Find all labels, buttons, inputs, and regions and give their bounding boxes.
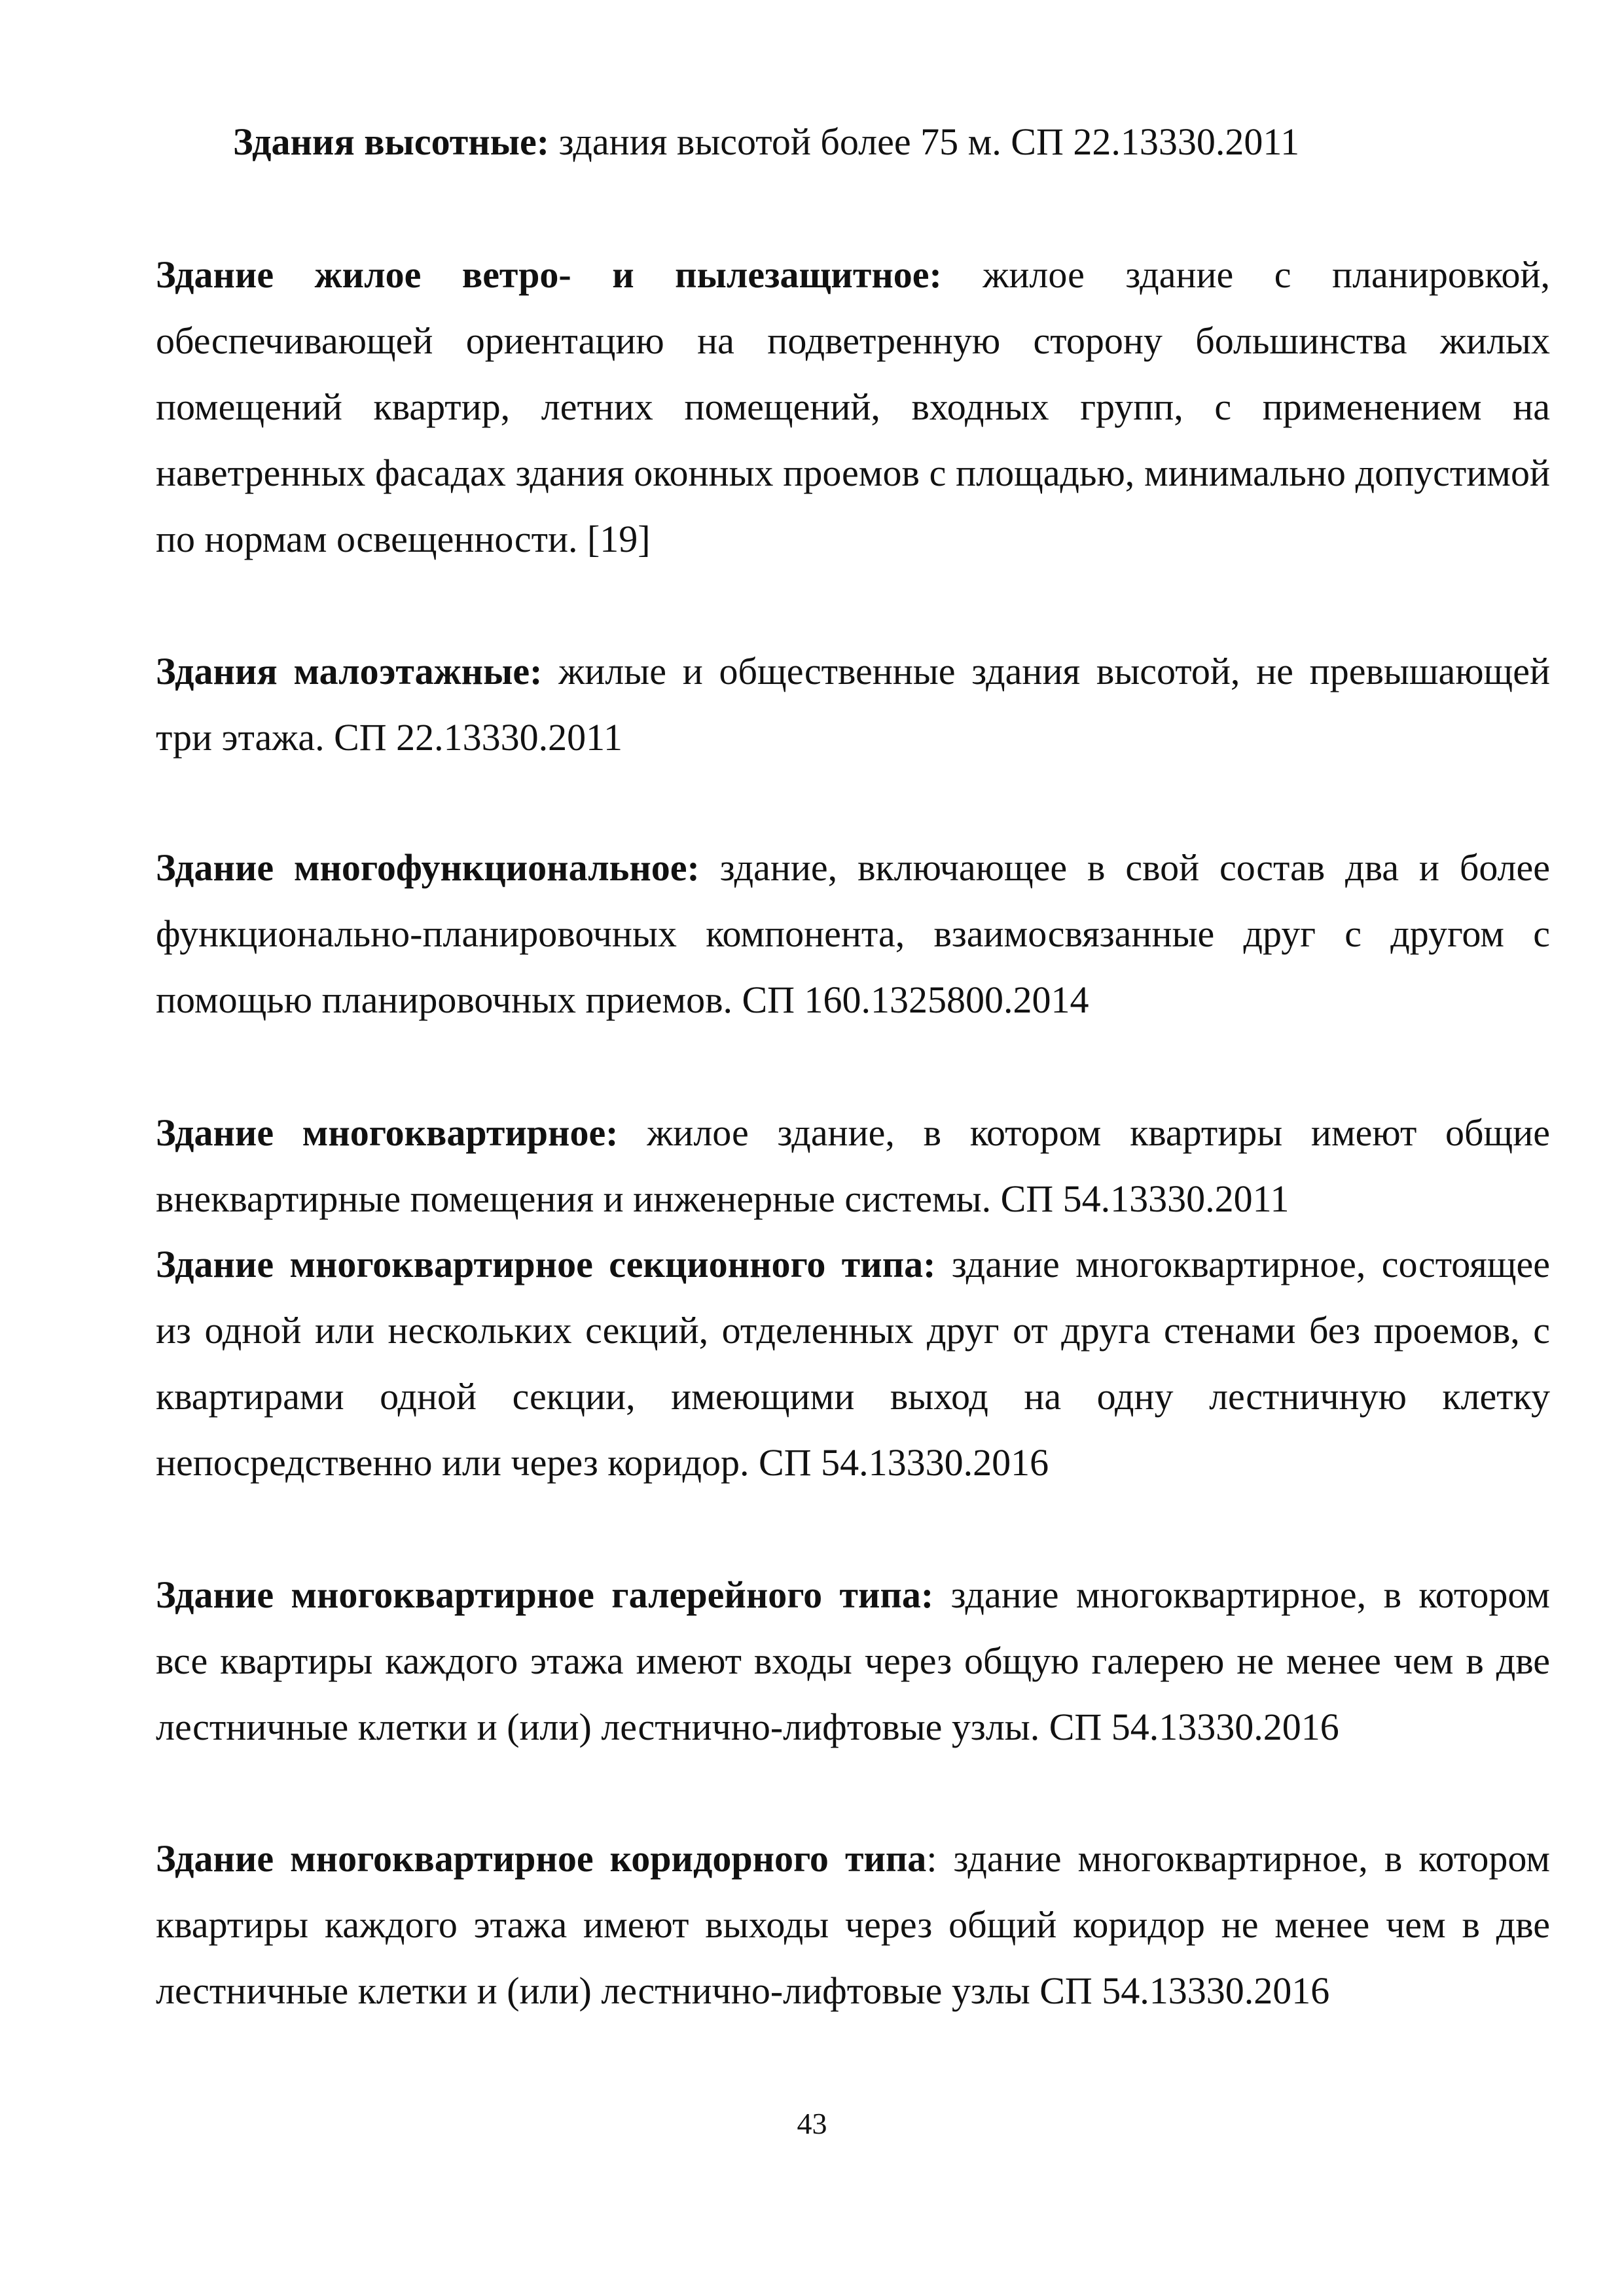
definition-term: Здание жилое ветро- и пылезащитное: <box>156 253 942 296</box>
definition-paragraph-multifunctional <box>156 834 1550 1033</box>
definition-text: жилое здание, в котором квартиры имеют общие внеквартирные помещения и инженерные системы. СП 54.13330.2011 <box>156 1111 1550 1220</box>
definition-term: Здание многоквартирное секционного типа: <box>156 1243 936 1285</box>
definition-text: : здание многоквартирное, в котором квартиры каждого этажа имеют выходы через общий коридор не менее чем в две лестничные клетки и (или) лестнично-лифтовые узлы СП 54.13330.2016 <box>156 1837 1551 2012</box>
definition-term: Здание многоквартирное коридорного типа <box>156 1837 927 1880</box>
definition-text: жилые и общественные здания высотой, не превышающей три этажа. СП 22.13330.2011 <box>156 650 1550 759</box>
definition-text: здание многоквартирное, состоящее из одной или нескольких секций, отделенных друг от друга стенами без проемов, с квартирами одной секции, имеющими выход на одну лестничную клетку непосредственно или через коридор. СП 54.13330.2016 <box>156 1243 1550 1484</box>
definition-paragraph-high-rise <box>156 109 1550 175</box>
definition-term: Здания малоэтажные: <box>156 650 543 692</box>
definition-paragraph-sectional-type <box>156 1231 1550 1496</box>
definition-paragraph-low-rise <box>156 638 1550 770</box>
definition-paragraph-wind-dust-protective <box>156 242 1550 572</box>
definition-text: здания высотой более 75 м. СП 22.13330.2011 <box>549 120 1300 163</box>
definition-text: здание многоквартирное, в котором все квартиры каждого этажа имеют входы через общую галерею не менее чем в две лестничные клетки и (или) лестнично-лифтовые узлы. СП 54.13330.2016 <box>156 1573 1551 1748</box>
definition-paragraph-gallery-type <box>156 1562 1550 1760</box>
definition-term: Здание многоквартирное: <box>156 1111 619 1154</box>
definition-term: Здание многофункциональное: <box>156 846 700 889</box>
definition-term: Здания высотные: <box>233 120 550 163</box>
definition-paragraph-apartment-building <box>156 1100 1550 1232</box>
page-number: 43 <box>797 2107 827 2140</box>
definition-text: жилое здание с планировкой, обеспечивающей ориентацию на подветренную сторону большинства жилых помещений квартир, летних помещений, входных групп, с применением на наветренных фасадах здания оконных проемов с площадью, минимально допустимой по нормам освещенности. [19] <box>156 253 1550 560</box>
definition-term: Здание многоквартирное галерейного типа: <box>156 1573 934 1616</box>
definition-paragraph-corridor-type <box>156 1825 1550 2024</box>
definition-text: здание, включающее в свой состав два и более функционально-планировочных компонента, взаимосвязанные друг с другом с помощью планировочных приемов. СП 160.1325800.2014 <box>156 846 1550 1021</box>
